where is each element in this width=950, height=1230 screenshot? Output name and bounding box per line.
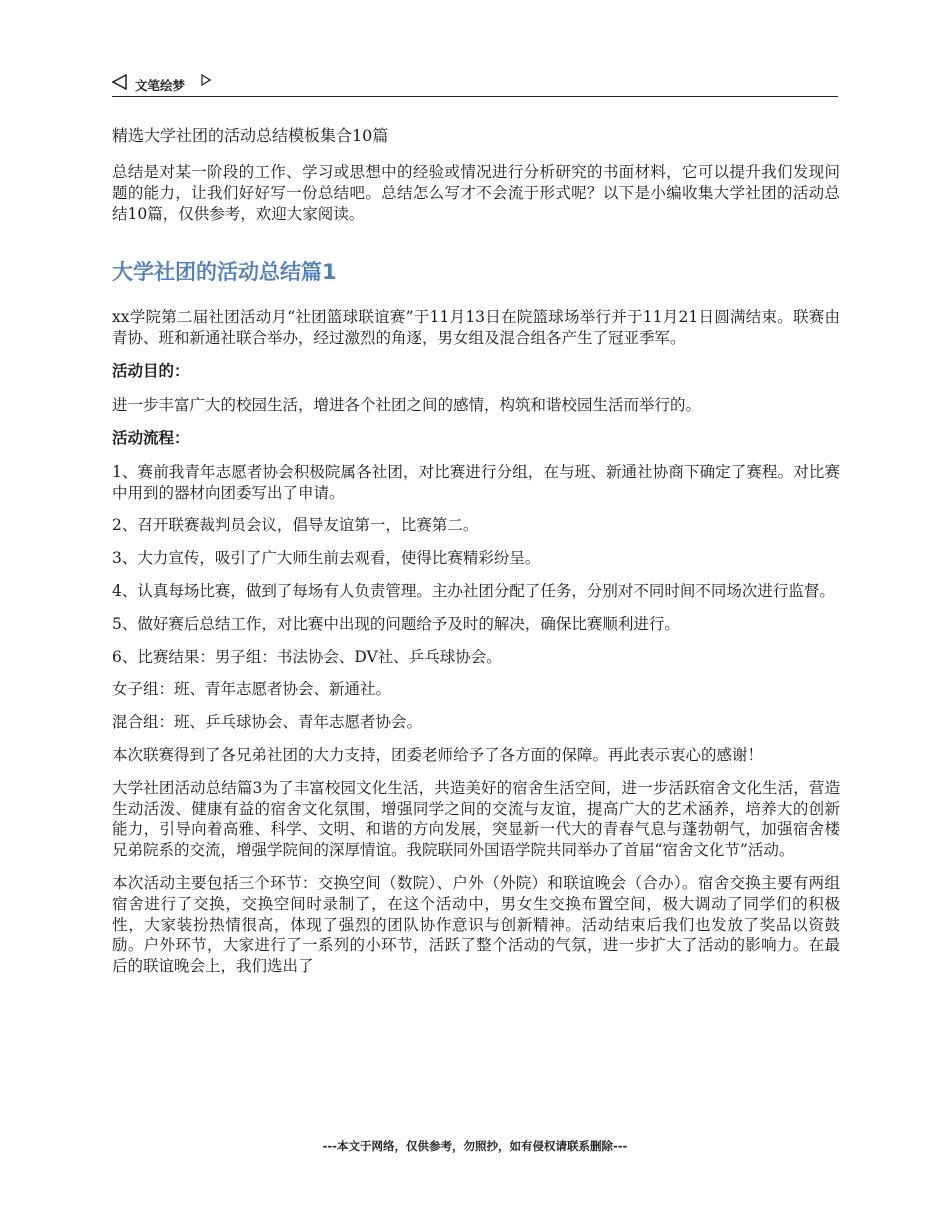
header-title: 文笔绘梦 xyxy=(135,78,186,93)
event-summary-paragraph: xx学院第二届社团活动月“社团篮球联谊赛”于11月13日在院篮球场举行并于11月21日圆满结束。联赛由青协、班和新通社联合举办，经过激烈的角逐，男女组及混合组各产生了冠亚季军。 xyxy=(112,308,840,348)
left-triangle-icon xyxy=(112,74,128,90)
section-heading: 大学社团的活动总结篇1 xyxy=(112,260,337,285)
page-header xyxy=(112,70,838,97)
purpose-label: 活动目的： xyxy=(112,360,190,380)
process-label: 活动流程： xyxy=(112,427,190,447)
document-title: 精选大学社团的活动总结模板集合10篇 xyxy=(112,126,389,145)
thanks-paragraph: 本次联赛得到了各兄弟社团的大力支持，团委老师给予了各方面的保障。再此表示衷心的感谢！ xyxy=(112,745,764,764)
process-item: 2、召开联赛裁判员会议，倡导友谊第一，比赛第二。 xyxy=(112,516,479,535)
women-results: 女子组：班、青年志愿者协会、新通社。 xyxy=(112,680,392,699)
page-footer: ---本文于网络，仅供参考，勿照抄，如有侵权请联系删除--- xyxy=(322,1139,628,1153)
purpose-text: 进一步丰富广大的校园生活，增进各个社团之间的感情，构筑和谐校园生活而举行的。 xyxy=(112,395,702,414)
document-body xyxy=(112,125,840,989)
process-item: 1、赛前我青年志愿者协会积极院属各社团，对比赛进行分组，在与班、新通社协商下确定了赛程。对比赛中用到的器材向团委写出了申请。 xyxy=(112,462,840,502)
right-triangle-icon xyxy=(201,74,211,86)
process-item: 5、做好赛后总结工作，对比赛中出现的问题给予及时的解决，确保比赛顺利进行。 xyxy=(112,614,680,633)
mixed-results: 混合组：班、乒乓球协会、青年志愿者协会。 xyxy=(112,713,423,732)
process-item: 6、比赛结果：男子组：书法协会、DV社、乒乓球协会。 xyxy=(112,647,502,666)
activity-details-paragraph: 本次活动主要包括三个环节：交换空间（数院）、户外（外院）和联谊晚会（合办）。宿舍交换主要有两组宿舍进行了交换，交换空间时录制了，在这个活动中，男女生交换布置空间，极大调动了同学们的积极性，大家装扮热情很高，体现了强烈的团队协作意识与创新精神。活动结束后我们也发放了奖品以资鼓励。户外环节，大家进行了一系列的小环节，活跃了整个活动的气氛，进一步扩大了活动的影响力。在最后的联谊晚会上，我们选出了 xyxy=(112,873,840,976)
intro-paragraph: 总结是对某一阶段的工作、学习或思想中的经验或情况进行分析研究的书面材料，它可以提升我们发现问题的能力，让我们好好写一份总结吧。总结怎么写才不会流于形式呢？以下是小编收集大学社团的活动总结10篇，仅供参考，欢迎大家阅读。 xyxy=(112,163,840,223)
dorm-festival-paragraph: 大学社团活动总结篇3为了丰富校园文化生活，共造美好的宿舍生活空间，进一步活跃宿舍文化生活，营造生动活泼、健康有益的宿舍文化氛围，增强同学之间的交流与友谊，提高广大的艺术涵养，培养大的创新能力，引导向着高雅、科学、文明、和谐的方向发展，突显新一代大的青春气息与蓬勃朝气，加强宿舍楼兄弟院系的交流，增强学院间的深厚情谊。我院联同外国语学院共同举办了首届“宿舍文化节”活动。 xyxy=(112,778,840,860)
process-item: 4、认真每场比赛，做到了每场有人负责管理。主办社团分配了任务，分别对不同时间不同场次进行监督。 xyxy=(112,581,835,600)
process-item: 3、大力宣传，吸引了广大师生前去观看，使得比赛精彩纷呈。 xyxy=(112,549,541,568)
